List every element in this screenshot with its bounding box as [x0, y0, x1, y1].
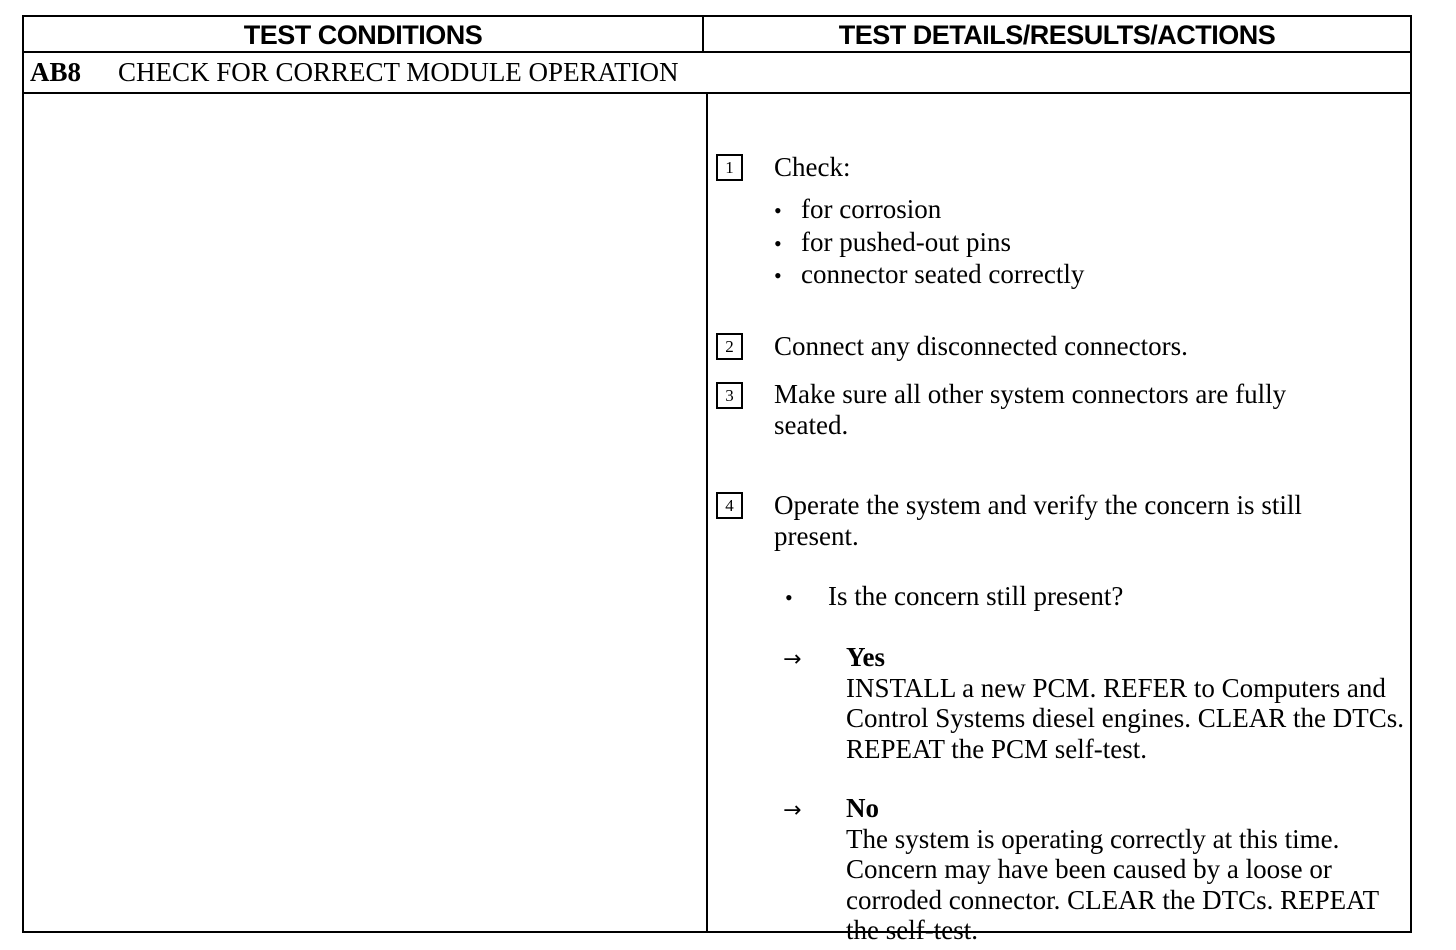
checklist-item: • for pushed-out pins — [774, 227, 1084, 260]
checklist-item: • connector seated correctly — [774, 259, 1084, 292]
test-conditions-header: TEST CONDITIONS — [243, 20, 483, 50]
test-title-row — [24, 51, 1410, 94]
test-title: CHECK FOR CORRECT MODULE OPERATION — [118, 57, 679, 87]
answer-yes-text: INSTALL a new PCM. REFER to Computers and Control Systems diesel engines. CLEAR the DTCs. REPEAT the PCM self-test. — [846, 672, 1404, 764]
question-text: Is the concern still present? — [828, 581, 1124, 611]
right-arrow-icon: → — [783, 647, 802, 672]
step-2-text: Connect any disconnected connectors. — [774, 331, 1188, 361]
diagnostic-table — [22, 15, 1412, 945]
test-details-cell — [708, 94, 1410, 945]
step-1-number: 1 — [716, 154, 743, 181]
table-header-row — [24, 17, 1410, 53]
bullet-icon: • — [785, 585, 793, 610]
step-4-text: Operate the system and verify the concern is still present. — [774, 490, 1302, 551]
step-1-checklist — [774, 194, 1084, 292]
step-3-text: Make sure all other system connectors are fully seated. — [774, 379, 1287, 440]
step-4-number: 4 — [716, 492, 743, 519]
test-conditions-cell — [24, 94, 706, 931]
step-4-question — [785, 581, 1123, 613]
step-3-number: 3 — [716, 382, 743, 409]
checklist-item: • for corrosion — [774, 194, 1084, 227]
answer-no-label: No — [846, 793, 879, 823]
answer-yes — [846, 642, 1412, 764]
step-2-number: 2 — [716, 333, 743, 360]
answer-no-text: The system is operating correctly at this time. Concern may have been caused by a loose or corroded connector. CLEAR the DTCs. REPEAT the self-test. — [846, 823, 1379, 945]
right-arrow-icon: → — [783, 798, 802, 823]
step-1-text: Check: — [774, 152, 851, 182]
answer-yes-label: Yes — [846, 642, 885, 672]
answer-no — [846, 793, 1412, 946]
test-id: AB8 — [30, 57, 82, 87]
test-details-header: TEST DETAILS/RESULTS/ACTIONS — [838, 20, 1276, 50]
